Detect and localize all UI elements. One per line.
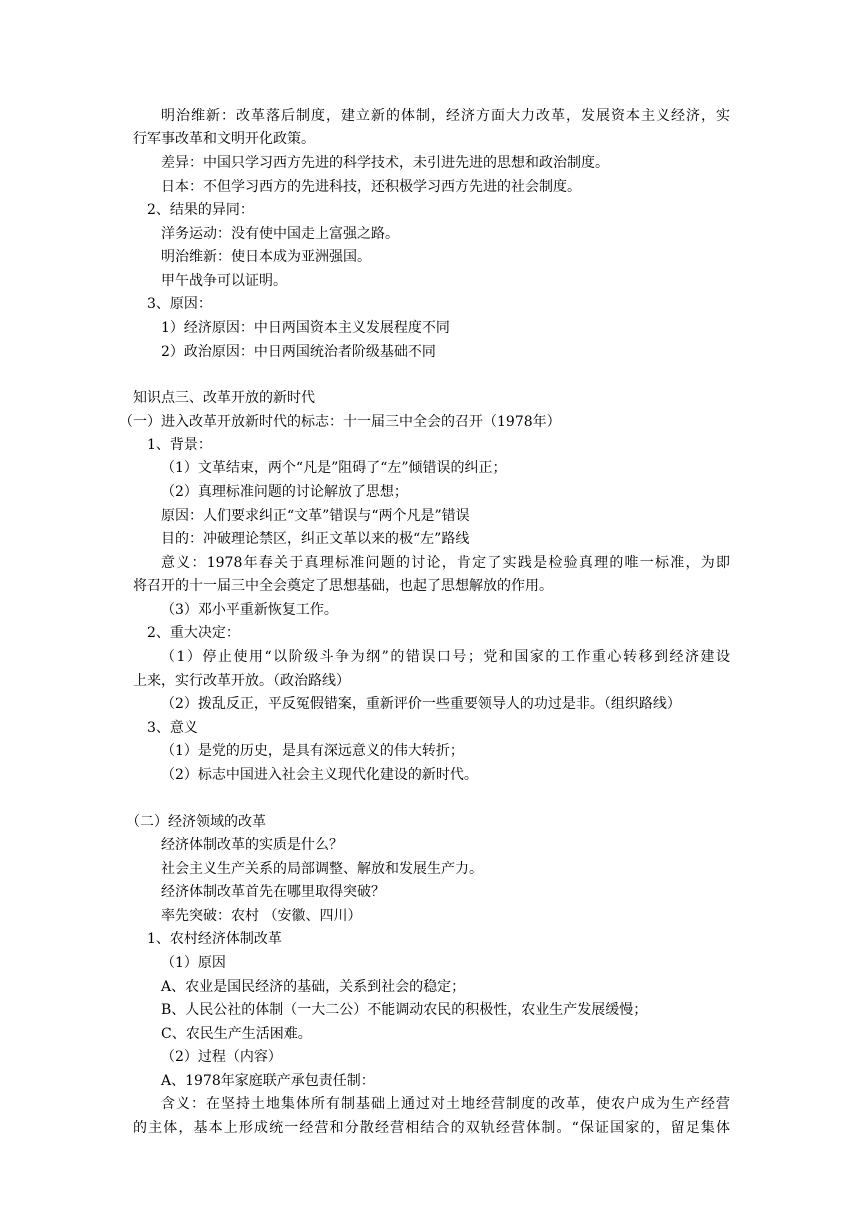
text-line: B、人民公社的体制（一大二公）不能调动农民的积极性，农业生产发展缓慢； (161, 1002, 648, 1018)
text-line: C、农民生产生活困难。 (161, 1026, 312, 1042)
text-line: 原因：人们要求纠正“文革”错误与“两个凡是”错误 (161, 508, 470, 524)
text-line: （2）标志中国进入社会主义现代化建设的新时代。 (161, 767, 478, 783)
knowledge-point-title: 知识点三、改革开放的新时代 (133, 390, 315, 406)
text-line: 含义：在坚持土地集体所有制基础上通过对土地经营制度的改革，使农户成为生产经营 (161, 1096, 730, 1112)
text-line: 社会主义生产关系的局部调整、解放和发展生产力。 (161, 861, 483, 877)
text-line: 明治维新：改革落后制度，建立新的体制，经济方面大力改革，发展资本主义经济，实 (161, 108, 730, 124)
text-line: 经济体制改革的实质是什么？ (161, 837, 343, 853)
section-heading: 1、农村经济体制改革 (147, 931, 282, 947)
text-line: 2）政治原因：中日两国统治者阶级基础不同 (161, 344, 436, 360)
text-line: 甲午战争可以证明。 (161, 273, 287, 289)
section-heading: 2、重大决定： (147, 625, 240, 641)
text-line: 的主体，基本上形成统一经营和分散经营相结合的双轨经营体制。“保证国家的，留足集体 (133, 1120, 730, 1136)
subsection-heading: （一）进入改革开放新时代的标志：十一届三中全会的召开（1978年） (119, 414, 561, 430)
section-heading: 3、意义 (147, 720, 198, 736)
section-heading: 2、结果的异同： (147, 202, 254, 218)
text-line: （3）邓小平重新恢复工作。 (161, 602, 338, 618)
section-heading: 3、原因： (147, 296, 212, 312)
text-line: 日本：不但学习西方的先进科技，还积极学习西方先进的社会制度。 (161, 179, 581, 195)
text-line: 将召开的十一届三中全会奠定了思想基础，也起了思想解放的作用。 (133, 578, 553, 594)
text-line: （2）拨乱反正，平反冤假错案，重新评价一些重要领导人的功过是非。（组织路线） (161, 696, 681, 712)
text-line: 目的：冲破理论禁区，纠正文革以来的极“左”路线 (161, 531, 470, 547)
text-line: （1）原因 (161, 955, 226, 971)
text-line: （2）过程（内容） (161, 1049, 282, 1065)
text-line: 经济体制改革首先在哪里取得突破？ (161, 884, 385, 900)
text-line: 率先突破：农村 （安徽、四川） (161, 908, 362, 924)
text-line: （2）真理标准问题的讨论解放了思想； (161, 484, 408, 500)
text-line: 明治维新：使日本成为亚洲强国。 (161, 249, 371, 265)
text-line: （1）文革结束，两个“凡是”阻碍了“左”倾错误的纠正； (161, 460, 507, 476)
text-line: A、农业是国民经济的基础，关系到社会的稳定； (161, 979, 466, 995)
text-line: A、1978年家庭联产承包责任制： (161, 1073, 375, 1089)
text-line: （1）停止使用“以阶级斗争为纲”的错误口号；党和国家的工作重心转移到经济建设 (161, 649, 730, 665)
text-line: 上来，实行改革开放。（政治路线） (133, 673, 350, 689)
text-line: 洋务运动：没有使中国走上富强之路。 (161, 226, 399, 242)
text-line: 意义：1978年春关于真理标准问题的讨论，肯定了实践是检验真理的唯一标准，为即 (161, 555, 730, 571)
subsection-heading: （二）经济领域的改革 (126, 814, 266, 830)
text-line: （1）是党的历史，是具有深远意义的伟大转折； (161, 743, 464, 759)
text-line: 行军事改革和文明开化政策。 (133, 131, 315, 147)
text-line: 1）经济原因：中日两国资本主义发展程度不同 (161, 320, 450, 336)
text-line: 差异：中国只学习西方先进的科学技术，未引进先进的思想和政治制度。 (161, 155, 609, 171)
section-heading: 1、背景： (147, 437, 212, 453)
